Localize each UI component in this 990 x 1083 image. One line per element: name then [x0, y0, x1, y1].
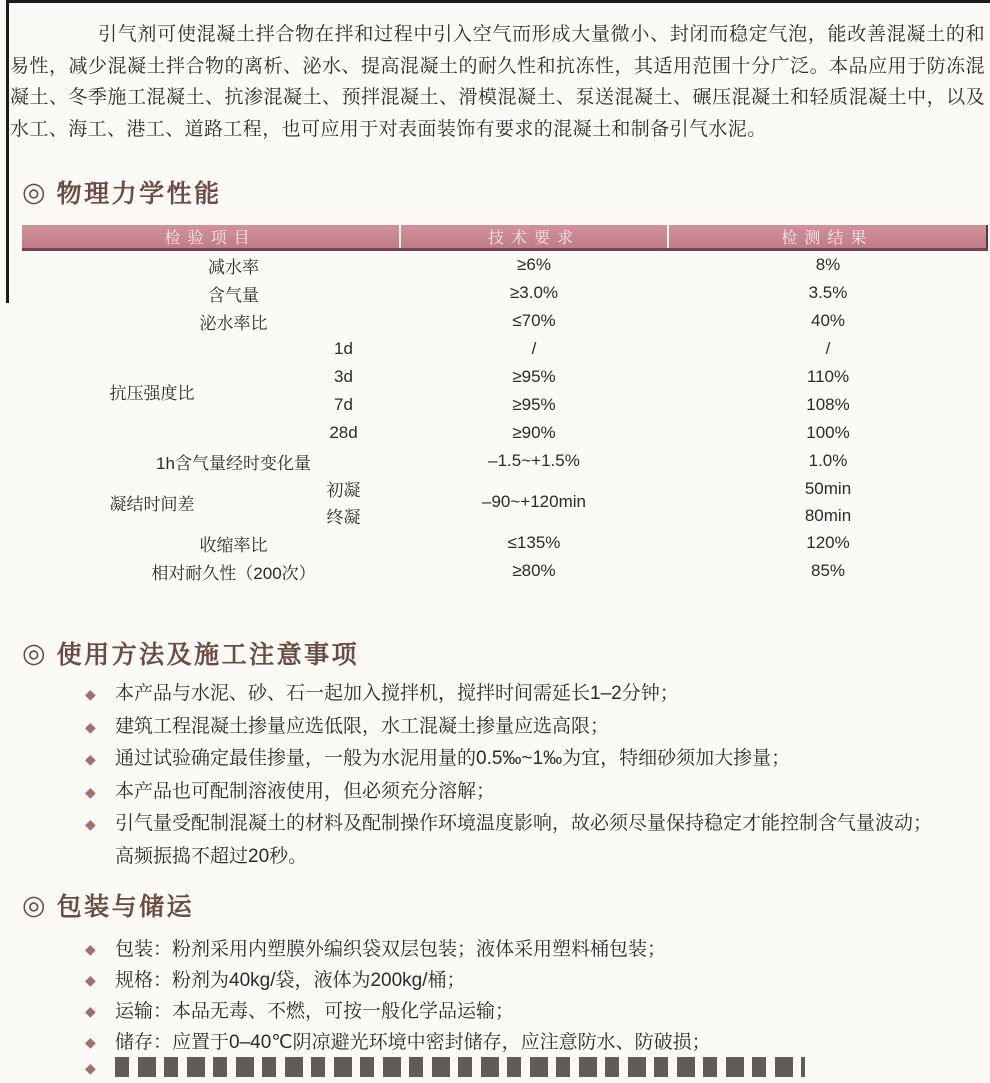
row-sub-item: 3d [334, 367, 353, 386]
section-heading-usage [22, 635, 359, 671]
section-title-usage: 使用方法及施工注意事项 [56, 641, 360, 669]
table-header-row [22, 225, 988, 251]
row-result: 110% [806, 367, 850, 386]
list-item [85, 678, 967, 711]
table-row [22, 447, 988, 475]
row-requirement: ≤135% [507, 533, 561, 552]
column-header-item: 检验项目 [164, 230, 257, 247]
row-result: 50min [804, 478, 852, 498]
row-item: 1h含气量经时变化量 [156, 453, 311, 473]
row-result: / [825, 339, 831, 358]
row-item: 含气量 [208, 285, 259, 305]
list-item-text: 运输：本品无毒、不燃，可按一般化学品运输； [115, 1001, 515, 1022]
list-item [85, 996, 967, 1027]
row-sub-item: 初凝 [326, 481, 361, 500]
diamond-bullet-icon: ◆ [85, 816, 96, 832]
row-item: 凝结时间差 [109, 494, 195, 514]
table-row-group-compressive-strength [22, 335, 988, 447]
row-result: 85% [810, 561, 846, 580]
row-result: 3.5% [808, 283, 848, 302]
table-row [22, 529, 988, 557]
list-item [85, 711, 967, 744]
packaging-bullet-list [85, 934, 967, 1058]
diamond-bullet-icon: ◆ [85, 751, 96, 767]
clipped-text-fragment [115, 1057, 805, 1077]
row-requirement: ≥95% [512, 367, 556, 386]
row-requirement: ≤70% [512, 311, 556, 330]
row-result: 40% [810, 311, 846, 330]
row-requirement: ≥6% [517, 255, 551, 274]
row-requirement: ≥3.0% [509, 283, 559, 302]
double-circle-icon: ◎ [22, 637, 46, 668]
table-body [22, 251, 988, 585]
row-item: 减水率 [208, 257, 259, 277]
top-border-line [6, 0, 990, 3]
list-item-text: 引气量受配制混凝土的材料及配制操作环境温度影响，故必须尽量保持稳定才能控制含气量波动； [115, 813, 933, 834]
row-result: 80min [804, 505, 852, 525]
usage-bullet-list [85, 678, 967, 873]
row-requirement: –90~+120min [482, 492, 586, 511]
list-item-text-continued: 高频振捣不超过20秒。 [115, 845, 308, 867]
list-item-text: 通过试验确定最佳掺量，一般为水泥用量的0.5‰~1‰为宜，特细砂须加大掺量； [115, 748, 791, 769]
row-item: 泌水率比 [199, 313, 268, 333]
section-heading-physical [22, 174, 222, 210]
intro-paragraph: 引气剂可使混凝土拌合物在拌和过程中引入空气而形成大量微小、封闭而稳定气泡，能改善混凝土的和易性，减少混凝土拌合物的离析、泌水、提高混凝土的耐久性和抗冻性，其适用范围十分广泛。本品应用于防冻混凝土、冬季施工混凝土、抗渗混凝土、预拌混凝土、滑模混凝土、泵送混凝土、碾压混凝土和轻质混凝土中，以及水工、海工、港工、道路工程，也可应用于对表面装饰有要求的混凝土和制备引气水泥。 [10, 24, 985, 140]
diamond-bullet-icon: ◆ [85, 718, 96, 735]
table-row-group-setting-time [22, 475, 988, 529]
table-row [22, 279, 988, 307]
section-heading-packaging [22, 887, 194, 923]
column-header-result: 检测结果 [667, 225, 986, 248]
diamond-bullet-icon: ◆ [85, 941, 96, 957]
section-title-physical: 物理力学性能 [56, 180, 222, 208]
list-item [85, 808, 967, 873]
cutoff-text-row [85, 1053, 805, 1076]
row-requirement: –1.5~+1.5% [488, 451, 580, 470]
table-row [22, 307, 988, 335]
row-item: 抗压强度比 [109, 383, 195, 403]
row-sub-item: 终凝 [326, 508, 361, 527]
list-item [85, 965, 967, 996]
section-title-packaging: 包装与储运 [56, 893, 195, 921]
diamond-bullet-icon: ◆ [85, 1060, 96, 1076]
row-result: 120% [806, 533, 850, 552]
row-requirement: ≥90% [512, 423, 556, 442]
list-item [85, 934, 967, 965]
diamond-bullet-icon: ◆ [85, 1003, 96, 1019]
row-sub-item: 28d [329, 423, 358, 442]
table-row [22, 557, 988, 585]
double-circle-icon: ◎ [22, 176, 46, 207]
row-requirement: ≥95% [512, 395, 556, 414]
list-item [85, 743, 967, 776]
row-result: 108% [806, 395, 850, 414]
performance-table [22, 225, 988, 585]
row-result: 100% [806, 423, 850, 442]
diamond-bullet-icon: ◆ [85, 783, 96, 800]
row-item: 收缩率比 [199, 535, 268, 555]
table-row [22, 251, 988, 279]
row-sub-item: 1d [334, 339, 353, 358]
row-sub-item: 7d [334, 395, 353, 414]
row-requirement: ≥80% [512, 561, 556, 580]
list-item-text: 储存：应置于0–40℃阴凉避光环境中密封储存，应注意防水、防破损； [115, 1032, 711, 1053]
list-item-text: 本产品与水泥、砂、石一起加入搅拌机，搅拌时间需延长1–2分钟； [115, 683, 679, 704]
diamond-bullet-icon: ◆ [85, 686, 96, 702]
diamond-bullet-icon: ◆ [85, 1034, 96, 1050]
left-border-line [6, 0, 9, 303]
diamond-bullet-icon: ◆ [85, 972, 96, 988]
row-result: 8% [815, 255, 841, 274]
double-circle-icon: ◎ [22, 889, 46, 920]
list-item-text: 包装：粉剂采用内塑膜外编织袋双层包装；液体采用塑料桶包装； [115, 939, 667, 960]
column-header-requirement: 技术要求 [399, 225, 666, 248]
row-item: 相对耐久性（200次） [151, 563, 316, 583]
list-item-text: 建筑工程混凝土掺量应选低限，水工混凝土掺量应选高限； [115, 715, 610, 737]
row-result: 1.0% [808, 451, 848, 470]
list-item-text: 本产品也可配制溶液使用，但必须充分溶解； [115, 780, 496, 802]
list-item-text: 规格：粉剂为40kg/袋，液体为200kg/桶； [115, 970, 466, 991]
list-item [85, 776, 967, 809]
row-requirement: / [531, 339, 537, 358]
